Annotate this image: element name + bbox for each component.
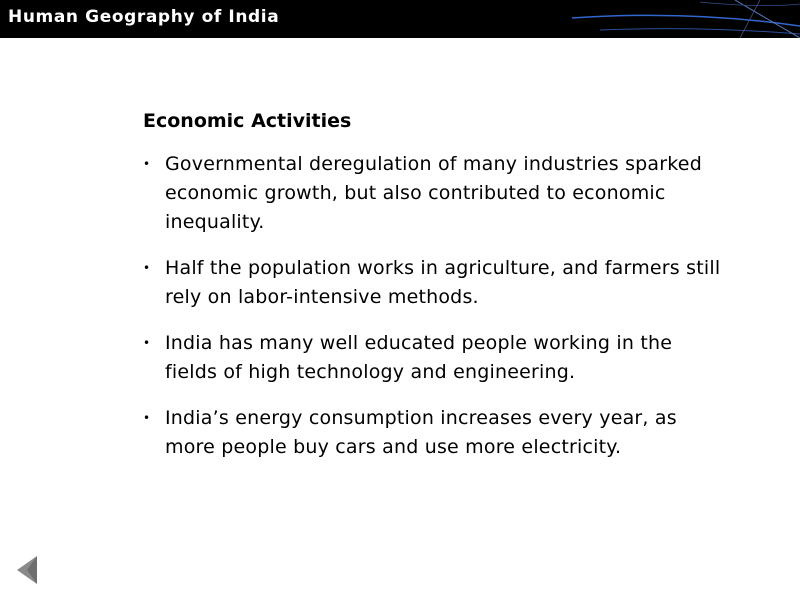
presentation-title: Human Geography of India bbox=[8, 7, 280, 27]
bullet-text: India has many well educated people working in the fields of high technology and engineering. bbox=[165, 332, 673, 383]
bullet-item bbox=[143, 150, 723, 237]
bullet-marker: • bbox=[143, 411, 151, 425]
bullet-marker: • bbox=[143, 336, 151, 350]
back-button[interactable] bbox=[17, 556, 37, 584]
bullet-text: Half the population works in agriculture, and farmers still rely on labor-intensive methods. bbox=[165, 257, 721, 308]
bullet-list bbox=[143, 150, 723, 479]
bullet-marker: • bbox=[143, 261, 151, 275]
bullet-text: India’s energy consumption increases every year, as more people buy cars and use more electricity. bbox=[165, 407, 677, 458]
header-bar bbox=[0, 0, 800, 38]
bullet-text: Governmental deregulation of many industries sparked economic growth, but also contributed to economic inequality. bbox=[165, 153, 702, 233]
bullet-item bbox=[143, 329, 723, 387]
bullet-item bbox=[143, 254, 723, 312]
slide-title: Economic Activities bbox=[143, 110, 352, 132]
bullet-marker: • bbox=[143, 157, 151, 171]
bullet-item bbox=[143, 404, 723, 462]
triangle-left-icon bbox=[17, 556, 37, 584]
